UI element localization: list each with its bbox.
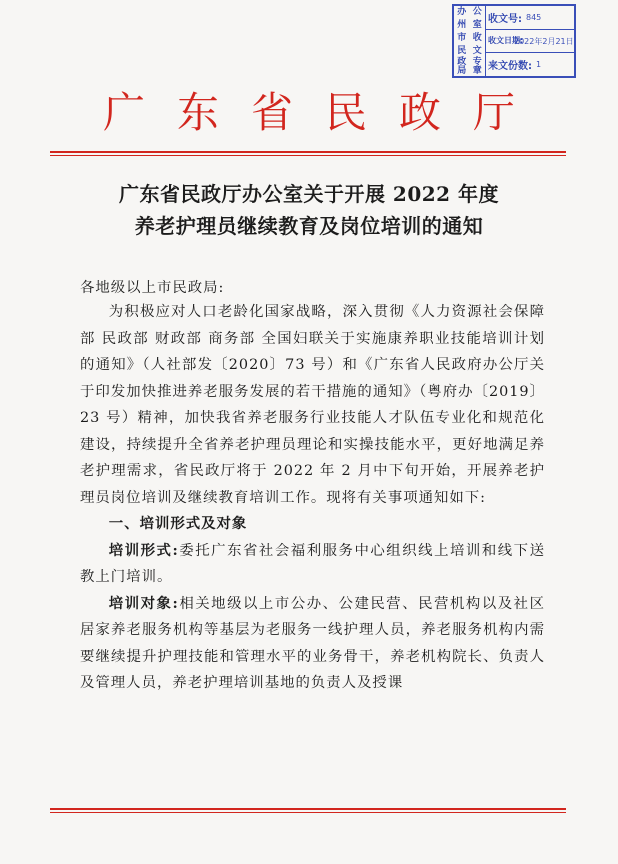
stamp-org-char: 州 (457, 20, 467, 30)
stamp-label: 来文份数: (488, 61, 532, 73)
stamp-org-char: 局 (457, 66, 467, 76)
stamp-org-char: 专 (472, 57, 482, 67)
stamp-org-char: 办 (457, 7, 467, 17)
stamp-row-number (486, 6, 574, 30)
document-title-line1: 广东省民政厅办公室关于开展 2022 年度 (118, 182, 500, 206)
stamp-org-char: 文 (472, 46, 482, 56)
issuer-masthead: 广东省民政厅 (102, 88, 547, 137)
document-body (80, 299, 545, 697)
paragraph-text: 委托广东省社会福利服务中心组织线上培训和线下送教上门培训。 (80, 542, 545, 585)
stamp-org-char: 收 (472, 33, 482, 43)
stamp-label: 收文日期: (488, 36, 524, 45)
stamp-org-char: 室 (472, 20, 482, 30)
paragraph-intro: 为积极应对人口老龄化国家战略，深入贯彻《人力资源社会保障部 民政部 财政部 商务部 全国妇联关于实施康养职业技能培训计划的通知》（人社部发〔2020〕73 号）和《广东省人民政府办公厅关于印发加快推进养老服务发展的若干措施的通知》（粤府办〔2019〕23 号）精神，加快我省养老服务行业技能人才队伍专业化和规范化建设，持续提升全省养老护理员理论和实操技能水平，更好地满足养老护理需求，省民政厅将于 2022 年 2 月中下旬开始，开展养老护理员岗位培训及继续教育培训工作。现将有关事项通知如下: (80, 304, 545, 506)
stamp-org-char: 市 (457, 33, 467, 43)
document-title-line2: 养老护理员继续教育及岗位培训的通知 (134, 214, 484, 238)
stamp-org-char: 章 (472, 66, 482, 76)
stamp-value: 2022年2月21日 (514, 36, 574, 46)
stamp-fields (486, 6, 574, 76)
lead-label: 培训形式: (108, 541, 179, 559)
paragraph-training-form (80, 538, 545, 591)
receipt-stamp (452, 4, 576, 78)
masthead-rule-thin (50, 155, 566, 156)
addressee: 各地级以上市民政局: (80, 280, 225, 296)
masthead-rule (50, 151, 566, 153)
lead-label: 培训对象: (108, 594, 179, 612)
stamp-org-char: 政 (457, 57, 467, 67)
footer-rule-thin (50, 812, 566, 813)
stamp-org-char: 民 (457, 46, 467, 56)
paragraph-training-target (80, 591, 545, 697)
footer-rule (50, 808, 566, 810)
stamp-value: 1 (536, 60, 542, 70)
paragraph-text: 相关地级以上市公办、公建民营、民营机构以及社区居家养老服务机构等基层为老服务一线护理人员，养老服务机构内需要继续提升护理技能和管理水平的业务骨干，养老机构院长、负责人及管理人员，养老护理培训基地的负责人及授课 (80, 595, 545, 691)
stamp-value: 845 (526, 12, 542, 22)
stamp-label: 收文号: (488, 13, 522, 25)
stamp-row-copies (486, 53, 574, 76)
stamp-org-name (454, 6, 486, 76)
stamp-org-char: 公 (472, 7, 482, 17)
section-heading: 一、培训形式及对象 (108, 515, 248, 532)
stamp-row-date (486, 30, 574, 54)
